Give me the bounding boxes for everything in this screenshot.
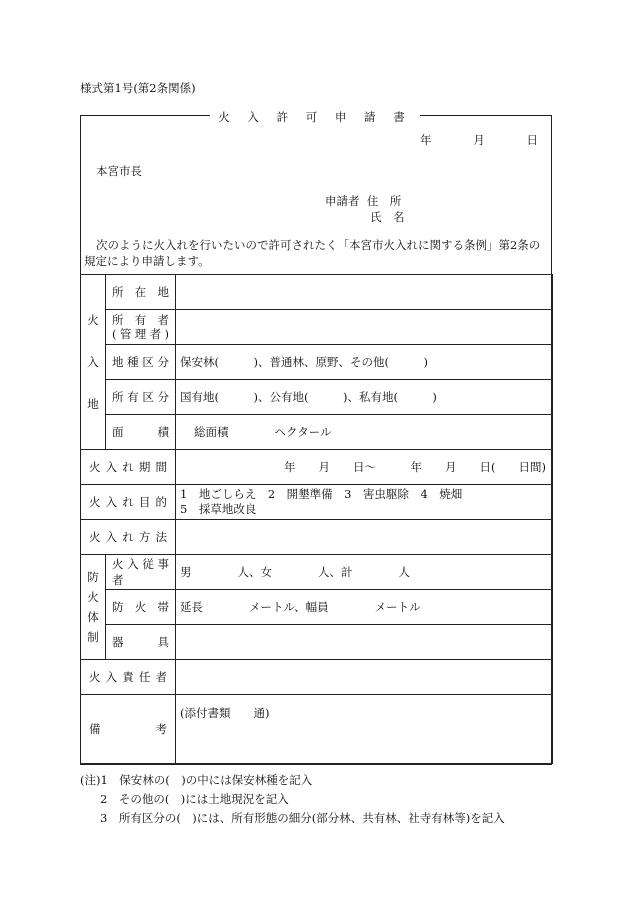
row-remarks (81, 695, 553, 764)
applicant-name-label: 氏 名 (370, 210, 405, 224)
method-label: 火入れ方法 (81, 520, 176, 555)
application-date (420, 132, 538, 148)
fire-group-char: 制 (87, 630, 99, 644)
row-firebreak (81, 590, 553, 625)
purpose-label: 火入れ目的 (81, 485, 176, 520)
owner-field[interactable] (176, 310, 553, 345)
application-statement: 次のように火入れを行いたいので許可されたく「本宮市火入れに関する条例」第2条の規定により申請します。 (84, 238, 541, 268)
notes (80, 771, 505, 828)
equipment-field[interactable] (176, 625, 553, 660)
remarks-label (81, 695, 176, 764)
row-purpose (81, 485, 553, 520)
fire-group-char: 体 (87, 610, 99, 624)
row-equipment (81, 625, 553, 660)
land-group-char: 火 (87, 313, 99, 327)
applicant-address-label: 住 所 (366, 194, 402, 208)
purpose-line1: 1 地ごしらえ 2 開墾準備 3 害虫駆除 4 焼畑 (180, 487, 463, 501)
row-workers (81, 555, 553, 590)
fire-group-char: 火 (87, 590, 99, 604)
land-type-label: 地種区分 (106, 345, 176, 380)
land-group-char: 入 (87, 355, 99, 369)
form-title-text: 火 入 許 可 申 請 書 (210, 110, 419, 124)
equipment-label: 器具 (106, 625, 176, 660)
row-owner (81, 310, 553, 345)
owner-label (106, 310, 176, 345)
row-period (81, 450, 553, 485)
date-year: 年 (420, 133, 432, 147)
area-field[interactable]: 総面積 ヘクタール (176, 415, 553, 450)
land-group-label (81, 275, 106, 450)
responsible-field[interactable] (176, 660, 553, 695)
application-table (80, 274, 553, 764)
responsible-label: 火入責任者 (81, 660, 176, 695)
workers-field[interactable]: 男 人、女 人、計 人 (176, 555, 553, 590)
form-number: 様式第1号(第2条関係) (80, 81, 196, 95)
firebreak-field[interactable]: 延長 メートル、幅員 メートル (176, 590, 553, 625)
remarks-label-1: 備 (89, 722, 101, 736)
location-label: 所在地 (106, 275, 176, 310)
workers-label: 火入従事者 (106, 555, 176, 590)
firebreak-label: 防火帯 (106, 590, 176, 625)
note-1: (注)1 保安林の( )の中には保安林種を記入 (80, 773, 313, 787)
purpose-line2: 5 採草地改良 (180, 502, 257, 516)
fire-group-label (81, 555, 106, 660)
addressee: 本宮市長 (96, 164, 142, 178)
purpose-field[interactable] (176, 485, 553, 520)
row-land-type (81, 345, 553, 380)
date-month: 月 (473, 133, 485, 147)
remarks-field[interactable]: (添付書類 通) (176, 695, 553, 764)
area-label: 面積 (106, 415, 176, 450)
location-field[interactable] (176, 275, 553, 310)
row-area (81, 415, 553, 450)
remarks-label-2: 考 (155, 722, 167, 736)
owner-label-line2: (管理者) (112, 327, 169, 341)
note-2: 2 その他の( )には土地現況を記入 (100, 792, 289, 806)
date-day: 日 (526, 133, 538, 147)
row-method (81, 520, 553, 555)
ownership-label: 所有区分 (106, 380, 176, 415)
row-responsible (81, 660, 553, 695)
fire-group-char: 防 (87, 570, 99, 584)
row-location (81, 275, 553, 310)
form-title (0, 109, 630, 125)
owner-label-line1: 所有者 (112, 313, 169, 327)
period-label: 火入れ期間 (81, 450, 176, 485)
note-3: 3 所有区分の( )には、所有形態の細分(部分林、共有林、社寺有林等)を記入 (100, 811, 505, 825)
land-type-field[interactable]: 保安林( )、普通林、原野、その他( ) (176, 345, 553, 380)
applicant-label: 申請者 (325, 194, 360, 208)
ownership-field[interactable]: 国有地( )、公有地( )、私有地( ) (176, 380, 553, 415)
land-group-char: 地 (87, 397, 99, 411)
period-field[interactable]: 年 月 日〜 年 月 日( 日間) (176, 450, 553, 485)
row-ownership (81, 380, 553, 415)
applicant-address-line (325, 193, 401, 209)
method-field[interactable] (176, 520, 553, 555)
